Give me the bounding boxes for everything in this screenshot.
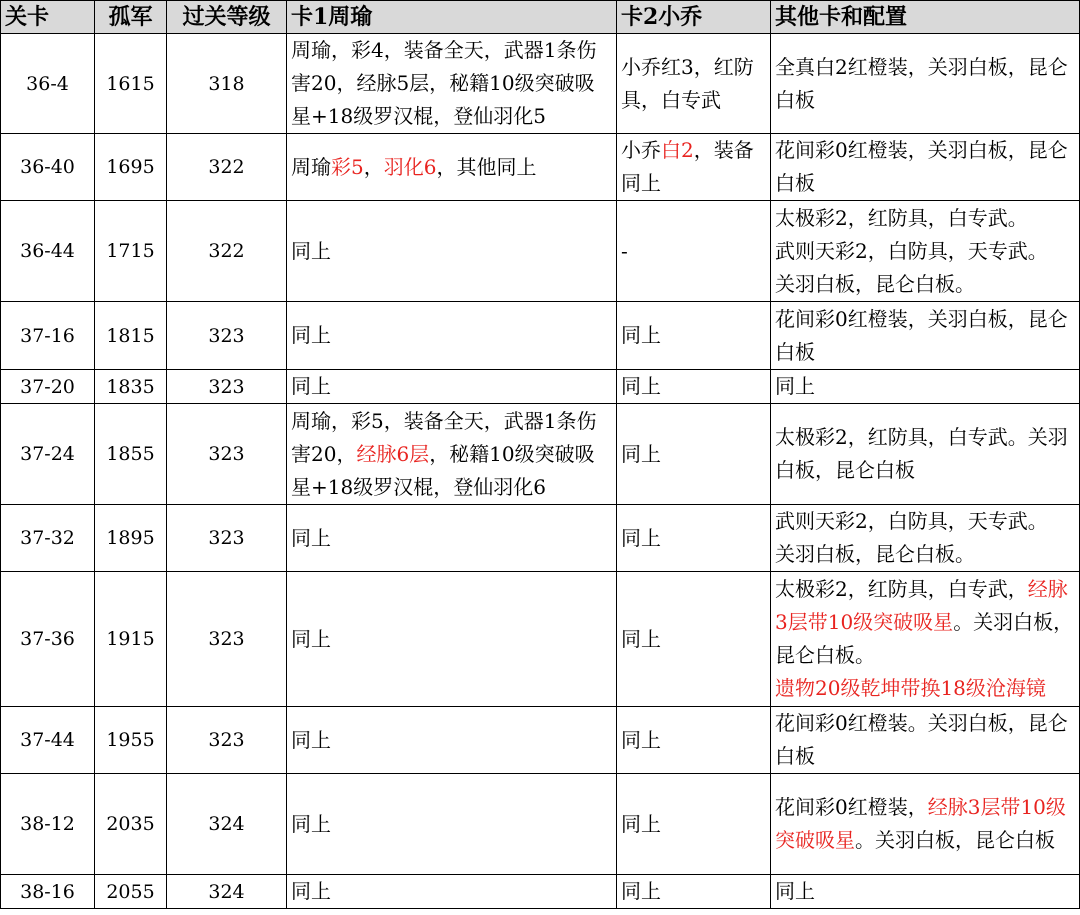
level-cell: 318 [167,34,287,134]
cell-text: 。关羽白板，昆仑白板。 [775,610,1074,667]
cell-text: 太极彩2，红防具，白专武。 [775,205,1028,230]
cell-text: 同上 [291,374,331,398]
stage-cell: 38-12 [1,774,95,875]
card2-cell [617,370,771,404]
cell-text: ， [363,154,384,179]
highlight-text: 彩5 [331,154,364,179]
stage-cell: 37-44 [1,707,95,774]
cell-text: 周瑜 [291,154,331,179]
other-cell [771,201,1080,302]
cell-text: ，其他同上 [436,154,537,179]
gujun-cell: 2055 [95,875,167,909]
cell-text: 同上 [291,238,331,263]
card1-cell [287,404,617,505]
highlight-text: 白2 [661,138,694,162]
cell-text: 小乔 [621,138,661,162]
level-cell: 323 [167,707,287,774]
cell-text: 关羽白板，昆仑白板。 [775,271,975,296]
card1-cell [287,34,617,134]
cell-text: 同上 [291,879,331,903]
card1-cell [287,201,617,302]
table-body [1,34,1080,909]
table-row [1,370,1080,404]
gujun-cell: 1835 [95,370,167,404]
cell-text: 同上 [291,323,331,347]
header-card2: 卡2小乔 [617,1,771,34]
cell-text: 花间彩0红橙装， [775,795,928,819]
cell-text: 同上 [621,879,661,903]
card2-cell [617,134,771,201]
cell-text: 同上 [621,441,661,466]
table-row [1,201,1080,302]
card2-cell [617,875,771,909]
table-row [1,572,1080,707]
other-cell [771,505,1080,572]
card1-cell [287,572,617,707]
level-cell: 322 [167,134,287,201]
cell-text: 花间彩0红橙装，关羽白板，昆仑白板 [775,138,1068,195]
card2-cell [617,505,771,572]
gujun-cell: 1895 [95,505,167,572]
highlight-text: 经脉3层带10级突破吸星 [775,795,1066,852]
cell-text: 周瑜，彩5，装备全天，武器1条伤害20， [291,408,597,466]
gujun-cell: 1955 [95,707,167,774]
other-cell [771,572,1080,707]
card1-cell [287,707,617,774]
stage-cell: 37-20 [1,370,95,404]
highlight-text: 羽化6 [383,154,437,179]
table-row [1,134,1080,201]
other-cell [771,34,1080,134]
cell-text: 同上 [291,727,331,752]
stage-cell: 37-16 [1,302,95,370]
cell-text: 同上 [291,525,331,550]
card1-cell [287,370,617,404]
cell-text: 小乔红3，红防具，白专武 [621,54,754,112]
stage-cell: 38-16 [1,875,95,909]
gujun-cell: 1715 [95,201,167,302]
gujun-cell: 2035 [95,774,167,875]
stage-cell: 36-40 [1,134,95,201]
level-cell: 323 [167,302,287,370]
gujun-cell: 1695 [95,134,167,201]
card2-cell [617,302,771,370]
other-cell [771,134,1080,201]
cell-text: 周瑜，彩4，装备全天，武器1条伤害20，经脉5层，秘籍10级突破吸星+18级罗汉棍，登仙羽化5 [291,38,597,128]
card1-cell [287,875,617,909]
cell-text: 同上 [621,525,661,550]
level-cell: 324 [167,774,287,875]
level-cell: 322 [167,201,287,302]
cell-text: 同上 [775,374,815,398]
cell-text: 花间彩0红橙装，关羽白板，昆仑白板 [775,306,1068,364]
table-row [1,707,1080,774]
cell-text: ，秘籍10级突破吸星+18级罗汉棍，登仙羽化6 [291,441,595,499]
card2-cell [617,707,771,774]
other-cell [771,774,1080,875]
other-cell [771,707,1080,774]
other-cell [771,302,1080,370]
highlight-text: 经脉3层带10级突破吸星 [775,577,1068,634]
stage-cell: 36-4 [1,34,95,134]
cell-text: 同上 [291,626,331,651]
table-row [1,34,1080,134]
cell-text: 太极彩2，红防具，白专武， [775,577,1028,601]
cell-text: 太极彩2，红防具，白专武。关羽白板，昆仑白板 [775,425,1068,482]
stage-cell: 37-36 [1,572,95,707]
header-card1: 卡1周瑜 [287,1,617,34]
header-stage: 关卡 [1,1,95,34]
cell-text: 花间彩0红橙装。关羽白板，昆仑白板 [775,711,1068,768]
gujun-cell: 1815 [95,302,167,370]
card2-cell [617,201,771,302]
table-header [1,1,1080,34]
gujun-cell: 1615 [95,34,167,134]
stage-cell: 36-44 [1,201,95,302]
cell-text: 全真白2红橙装，关羽白板，昆仑白板 [775,54,1068,112]
table-row [1,302,1080,370]
cell-text: 同上 [621,374,661,398]
card2-cell [617,774,771,875]
cell-text: 同上 [621,626,661,651]
gujun-cell: 1855 [95,404,167,505]
card1-cell [287,302,617,370]
level-cell: 323 [167,370,287,404]
table-row [1,404,1080,505]
table-row [1,505,1080,572]
card2-cell [617,572,771,707]
highlight-text: 经脉6层 [356,441,430,466]
other-cell [771,404,1080,505]
cell-text: 武则天彩2，白防具，天专武。 [775,238,1048,263]
level-cell: 324 [167,875,287,909]
header-gujun: 孤军 [95,1,167,34]
cell-text: 武则天彩2，白防具，天专武。 [775,509,1048,533]
cell-text: ，装备同上 [621,138,754,195]
header-row [1,1,1080,34]
cell-text: - [621,238,628,263]
stage-cell: 37-32 [1,505,95,572]
card1-cell [287,134,617,201]
level-cell: 323 [167,572,287,707]
cell-text: 同上 [621,323,661,347]
level-cell: 323 [167,505,287,572]
cell-text: 同上 [775,879,815,903]
highlight-text: 遗物20级乾坤带换18级沧海镜 [775,676,1046,700]
header-other: 其他卡和配置 [771,1,1080,34]
header-level: 过关等级 [167,1,287,34]
cell-text: 同上 [621,811,661,836]
gujun-cell: 1915 [95,572,167,707]
table-row [1,774,1080,875]
other-cell [771,875,1080,909]
card2-cell [617,34,771,134]
cell-text: 同上 [291,811,331,836]
card2-cell [617,404,771,505]
cell-text: 同上 [621,727,661,752]
cell-text: 。关羽白板，昆仑白板 [855,828,1055,852]
stage-cell: 37-24 [1,404,95,505]
other-cell [771,370,1080,404]
cell-text: 关羽白板，昆仑白板。 [775,542,975,566]
card1-cell [287,774,617,875]
card1-cell [287,505,617,572]
level-cell: 323 [167,404,287,505]
table-row [1,875,1080,909]
